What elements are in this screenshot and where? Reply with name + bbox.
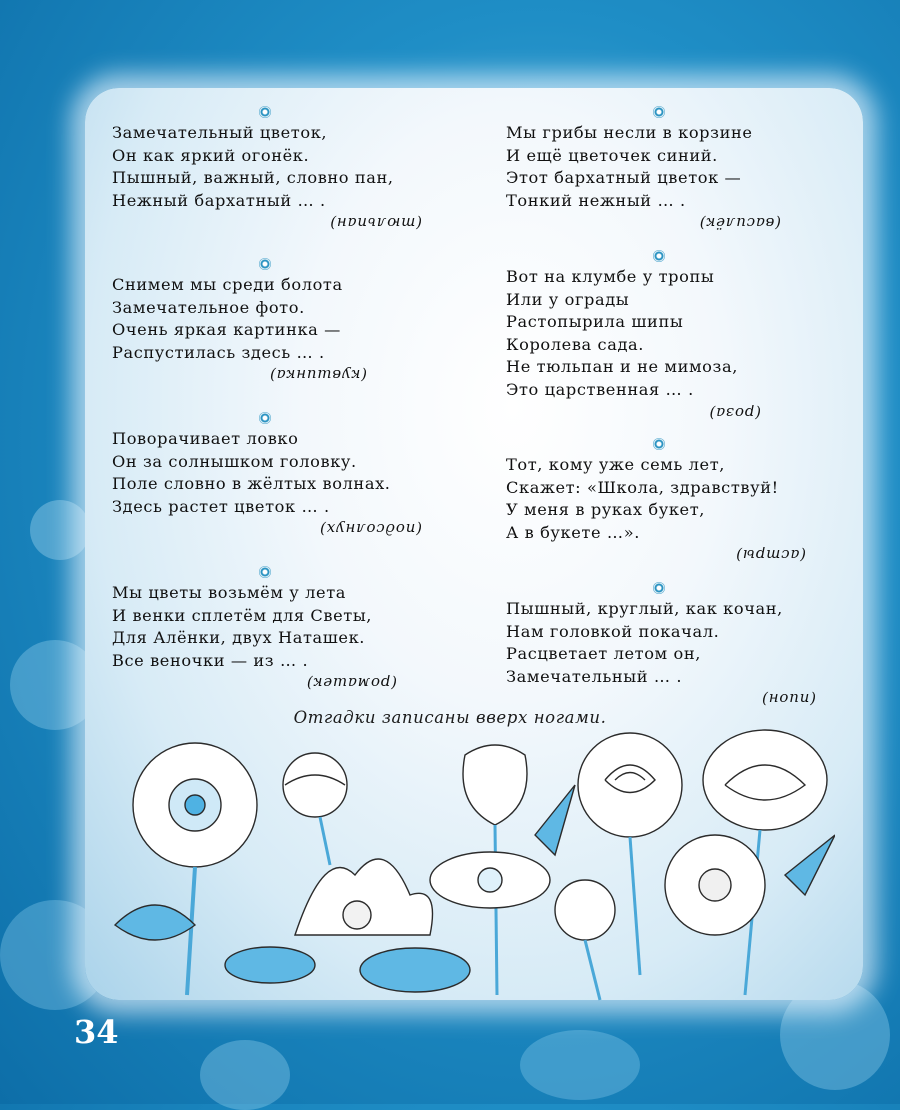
carnation-drawing bbox=[283, 753, 347, 865]
riddle-answer: (василёк) bbox=[698, 214, 781, 233]
riddle-line: Расцветает летом он, bbox=[506, 644, 701, 664]
flowers-illustration bbox=[95, 725, 835, 1015]
riddle-cornflower bbox=[506, 106, 836, 232]
riddle-answer: (подсолнух) bbox=[319, 520, 422, 539]
riddle-line: Растопырила шипы bbox=[506, 312, 684, 332]
riddle-line: Королева сада. bbox=[506, 334, 645, 354]
cornflower-drawing bbox=[555, 880, 615, 1000]
riddle-line: Он как яркий огонёк. bbox=[112, 145, 310, 165]
background-flower bbox=[200, 1040, 290, 1110]
riddle-line: Скажет: «Школа, здравствуй! bbox=[506, 477, 779, 497]
riddle-tulip bbox=[112, 106, 442, 232]
riddle-line: А в букете …». bbox=[506, 522, 640, 542]
riddle-line: Пышный, важный, словно пан, bbox=[112, 168, 394, 188]
aster-drawing bbox=[665, 835, 765, 935]
riddle-line: Мы грибы несли в корзине bbox=[506, 123, 753, 142]
flower-bullet-icon bbox=[653, 438, 665, 450]
riddle-answer: (кувшинка) bbox=[269, 366, 367, 385]
riddle-line: Не тюльпан и не мимоза, bbox=[506, 357, 738, 377]
riddle-line: Замечательное фото. bbox=[112, 297, 305, 317]
riddle-line: Нежный бархатный … . bbox=[112, 190, 326, 210]
riddle-line: И ещё цветочек синий. bbox=[506, 145, 718, 165]
flower-bullet-icon bbox=[259, 566, 271, 578]
background-flower bbox=[30, 500, 90, 560]
riddle-asters bbox=[506, 438, 836, 564]
water-lily-drawing bbox=[295, 859, 433, 935]
answers-note: Отгадки записаны вверх ногами. bbox=[293, 708, 607, 727]
riddle-line: Замечательный цветок, bbox=[112, 123, 328, 142]
riddle-answer: (пион) bbox=[761, 690, 816, 709]
riddle-line: Очень яркая картинка — bbox=[112, 320, 341, 340]
riddle-answer: (роза) bbox=[708, 403, 761, 422]
riddle-line: У меня в руках букет, bbox=[506, 500, 706, 520]
page-number: 34 bbox=[74, 1013, 119, 1051]
riddle-line: Замечательный … . bbox=[506, 666, 683, 686]
riddle-line: Поле словно в жёлтых волнах. bbox=[112, 474, 391, 494]
riddle-line: Он за солнышком головку. bbox=[112, 451, 357, 471]
riddle-line: Этот бархатный цветок — bbox=[506, 168, 742, 188]
flower-bullet-icon bbox=[259, 258, 271, 270]
flower-bullet-icon bbox=[653, 582, 665, 594]
riddle-line: Вот на клумбе у тропы bbox=[506, 267, 715, 286]
flower-bullet-icon bbox=[653, 250, 665, 262]
riddle-line: Мы цветы возьмём у лета bbox=[112, 583, 347, 602]
riddle-line: Здесь растет цветок … . bbox=[112, 496, 330, 516]
riddle-answer: (астры) bbox=[735, 546, 806, 565]
riddle-line: Поворачивает ловко bbox=[112, 429, 299, 448]
riddle-water-lily bbox=[112, 258, 442, 384]
riddle-line: Снимем мы среди болота bbox=[112, 275, 343, 294]
riddle-line: Для Алёнки, двух Наташек. bbox=[112, 628, 366, 648]
riddle-daisies bbox=[112, 566, 442, 692]
riddle-line: Нам головкой покачал. bbox=[506, 621, 720, 641]
riddle-line: Тот, кому уже семь лет, bbox=[506, 455, 726, 474]
riddle-answer: (тюльпан) bbox=[329, 214, 422, 233]
riddle-line: Пышный, круглый, как кочан, bbox=[506, 599, 783, 618]
riddle-line: Все веночки — из … . bbox=[112, 650, 309, 670]
riddle-line: Или у ограды bbox=[506, 289, 630, 309]
riddle-line: Это царственная … . bbox=[506, 379, 694, 399]
riddle-line: Тонкий нежный … . bbox=[506, 190, 686, 210]
riddle-peony bbox=[506, 582, 836, 708]
riddle-answer: (ромашек) bbox=[306, 674, 397, 693]
daisy-drawing bbox=[430, 852, 550, 908]
riddle-line: И венки сплетём для Светы, bbox=[112, 605, 373, 625]
riddle-line: Распустилась здесь … . bbox=[112, 342, 325, 362]
riddle-rose bbox=[506, 250, 836, 422]
flower-bullet-icon bbox=[653, 106, 665, 118]
flower-bullet-icon bbox=[259, 106, 271, 118]
riddle-sunflower bbox=[112, 412, 442, 538]
flower-bullet-icon bbox=[259, 412, 271, 424]
background-flower bbox=[520, 1030, 640, 1100]
